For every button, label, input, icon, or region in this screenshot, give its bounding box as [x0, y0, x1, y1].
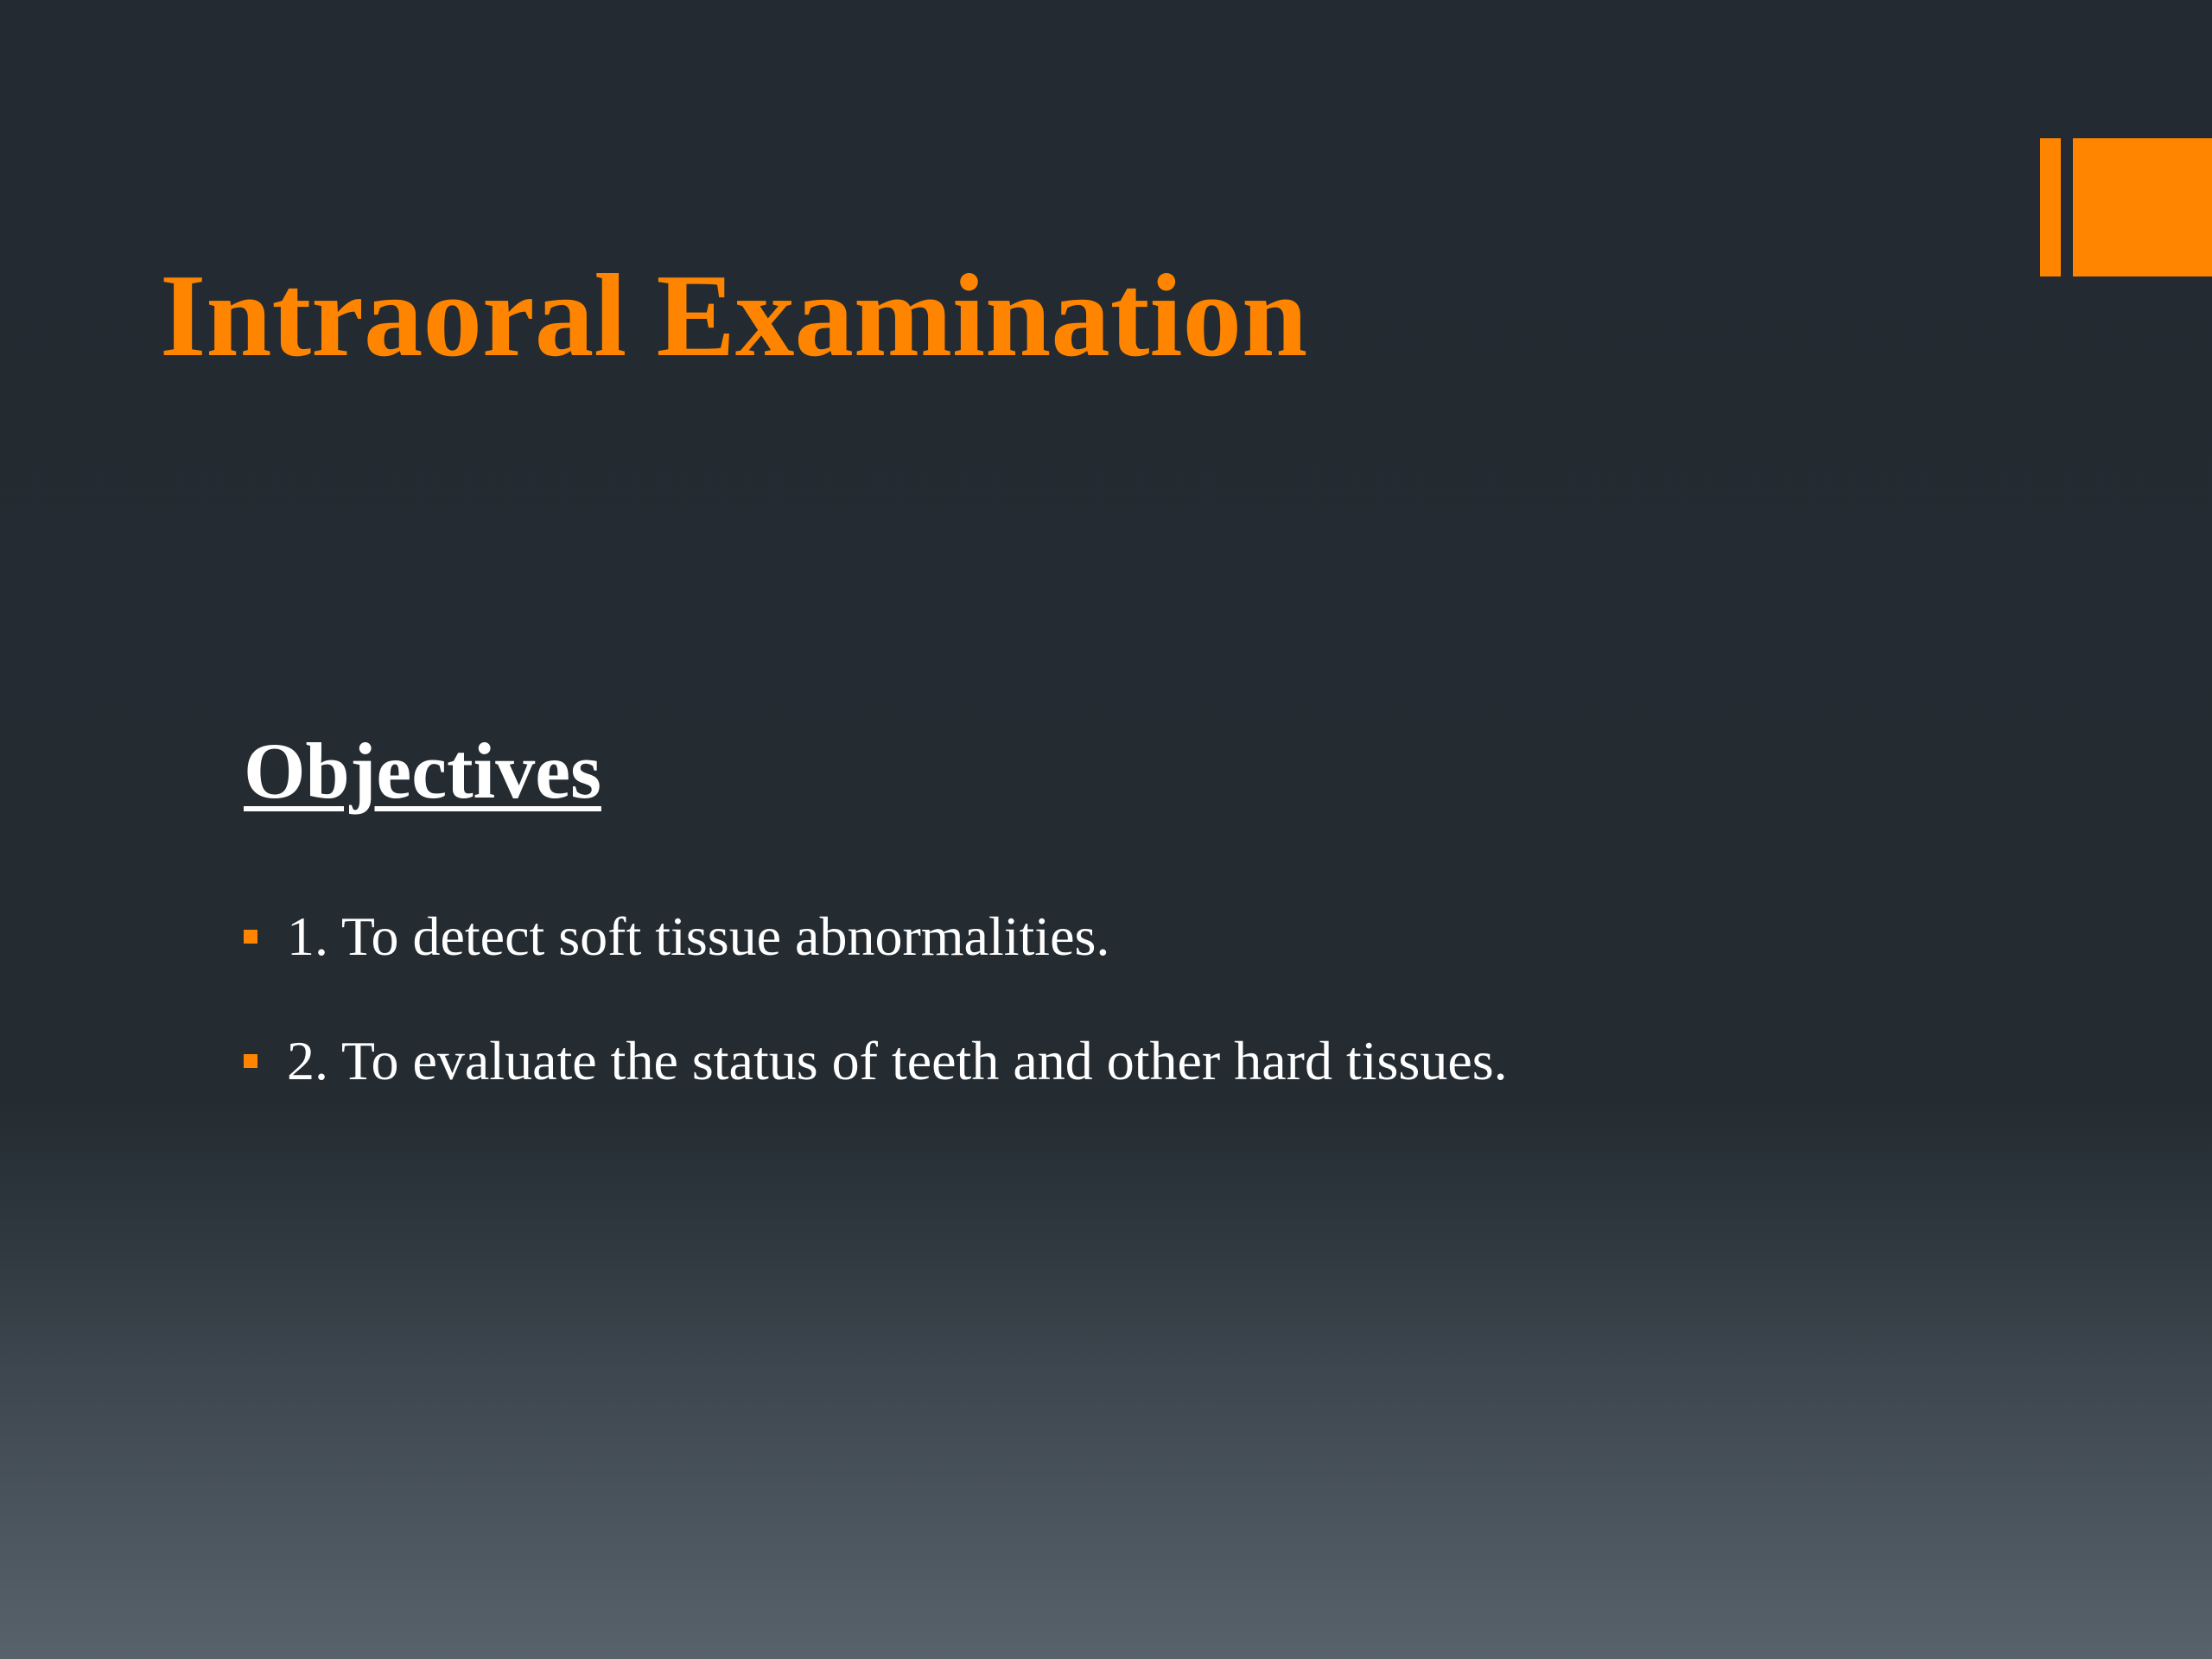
square-bullet-icon: [244, 930, 257, 944]
objectives-list: [244, 874, 1508, 1123]
list-item-text: 1. To detect soft tissue abnormalities.: [287, 906, 1110, 967]
list-item: [244, 874, 1508, 999]
list-item: [244, 999, 1508, 1123]
slide-title: Intraoral Examination: [160, 250, 1308, 381]
square-bullet-icon: [244, 1054, 257, 1068]
objectives-heading: Objectives: [244, 727, 601, 815]
slide-content: [244, 719, 2101, 1091]
list-item-text: 2. To evaluate the status of teeth and other hard tissues.: [287, 1030, 1508, 1091]
accent-bar-thin: [2040, 138, 2061, 276]
accent-bar-block: [2073, 138, 2212, 276]
